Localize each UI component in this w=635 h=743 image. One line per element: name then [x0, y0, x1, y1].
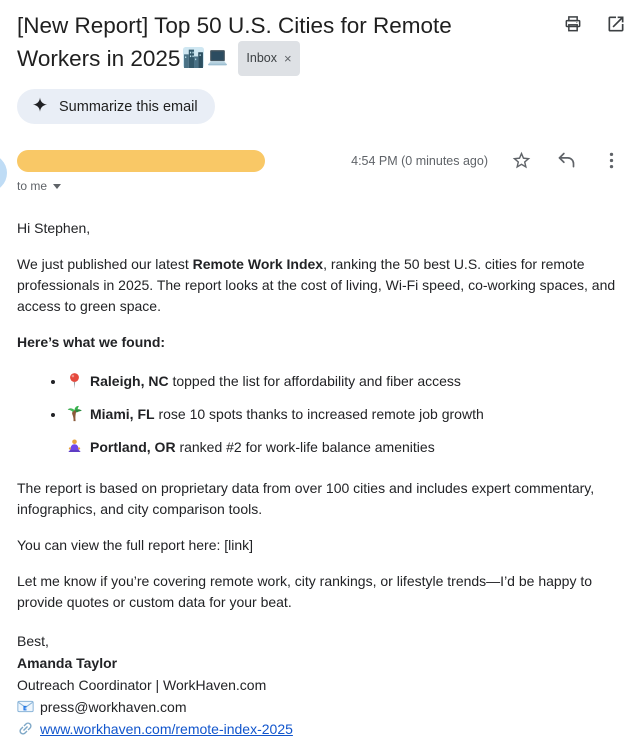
- message-meta-row: [17, 150, 618, 196]
- intro-paragraph: [17, 254, 618, 317]
- sender-email-line: [17, 696, 618, 718]
- reply-button[interactable]: [556, 150, 577, 171]
- outreach-paragraph: Let me know if you’re covering remote work, city rankings, or lifestyle trends—I’d be happy to provide quotes or custom data for your beat.: [17, 573, 593, 610]
- email-body: [0, 196, 635, 740]
- list-item: [66, 404, 618, 425]
- bullet-city: Portland, OR: [90, 439, 176, 455]
- findings-heading: Here’s what we found:: [17, 334, 166, 350]
- report-basis-paragraph: The report is based on proprietary data from over 100 cities and includes expert commentary, infographics, and city comparison tools.: [17, 480, 595, 517]
- sender-avatar[interactable]: [0, 154, 7, 192]
- bullet-city: Raleigh, NC: [90, 373, 169, 389]
- more-vert-icon: [601, 159, 622, 174]
- show-details-icon: [53, 184, 61, 189]
- print-icon: [563, 22, 583, 37]
- findings-list: [17, 371, 618, 455]
- print-button[interactable]: [563, 14, 583, 34]
- recipient-row[interactable]: [17, 179, 61, 193]
- bullet-city: Miami, FL: [90, 406, 155, 422]
- reply-icon: [556, 159, 577, 174]
- signature-block: [17, 630, 618, 740]
- greeting: Hi Stephen,: [17, 220, 91, 236]
- bullet-text: ranked #2 for work-life balance amenities: [175, 439, 435, 455]
- star-button[interactable]: [511, 150, 532, 171]
- intro-post: , ranking the 50 best U.S. cities for remote professionals in 2025. The report looks at the cost of living, Wi-Fi speed, co-working spaces, and access to green space.: [17, 256, 616, 314]
- sender-email: press@workhaven.com: [40, 699, 187, 715]
- sender-name-redaction-bar: [17, 150, 265, 172]
- summarize-email-button[interactable]: [17, 89, 215, 124]
- laptop-emoji: [207, 45, 228, 66]
- bullet-text: topped the list for affordability and fiber access: [168, 373, 461, 389]
- open-in-new-icon: [606, 22, 626, 37]
- more-options-button[interactable]: [601, 150, 622, 171]
- recipient-label: to me: [17, 179, 48, 193]
- cityscape-emoji: [183, 45, 204, 66]
- person-lotus-emoji: [66, 438, 83, 455]
- email-header: [0, 0, 635, 76]
- intro-pre: We just published our latest: [17, 256, 193, 272]
- inbox-label-chip[interactable]: [238, 41, 299, 76]
- sender-name: Amanda Taylor: [17, 655, 118, 671]
- list-item: [66, 437, 618, 455]
- sender-role: Outreach Coordinator | WorkHaven.com: [17, 677, 267, 693]
- remove-label-icon[interactable]: ×: [284, 51, 292, 66]
- sender-url-line: [17, 718, 618, 740]
- bullet-text: rose 10 spots thanks to increased remote job growth: [154, 406, 484, 422]
- list-item: [66, 371, 618, 392]
- round-pushpin-emoji: [66, 372, 83, 389]
- report-link[interactable]: www.workhaven.com/remote-index-2025: [40, 721, 293, 737]
- inbox-label-text: Inbox: [246, 51, 278, 65]
- report-name: Remote Work Index: [192, 256, 324, 272]
- palm-tree-emoji: [66, 405, 83, 422]
- gemini-spark-icon: [31, 96, 49, 118]
- email-subject: [17, 10, 527, 76]
- view-report-paragraph: You can view the full report here: [link]: [17, 537, 254, 553]
- timestamp: 4:54 PM (0 minutes ago): [351, 154, 488, 168]
- signoff: Best,: [17, 633, 49, 649]
- star-icon: [511, 159, 532, 174]
- email-emoji: [17, 698, 34, 715]
- link-emoji: [17, 720, 34, 737]
- subject-text: [New Report] Top 50 U.S. Cities for Remote Workers in 2025: [17, 13, 452, 71]
- summarize-label: Summarize this email: [59, 98, 198, 115]
- open-in-new-button[interactable]: [606, 14, 626, 34]
